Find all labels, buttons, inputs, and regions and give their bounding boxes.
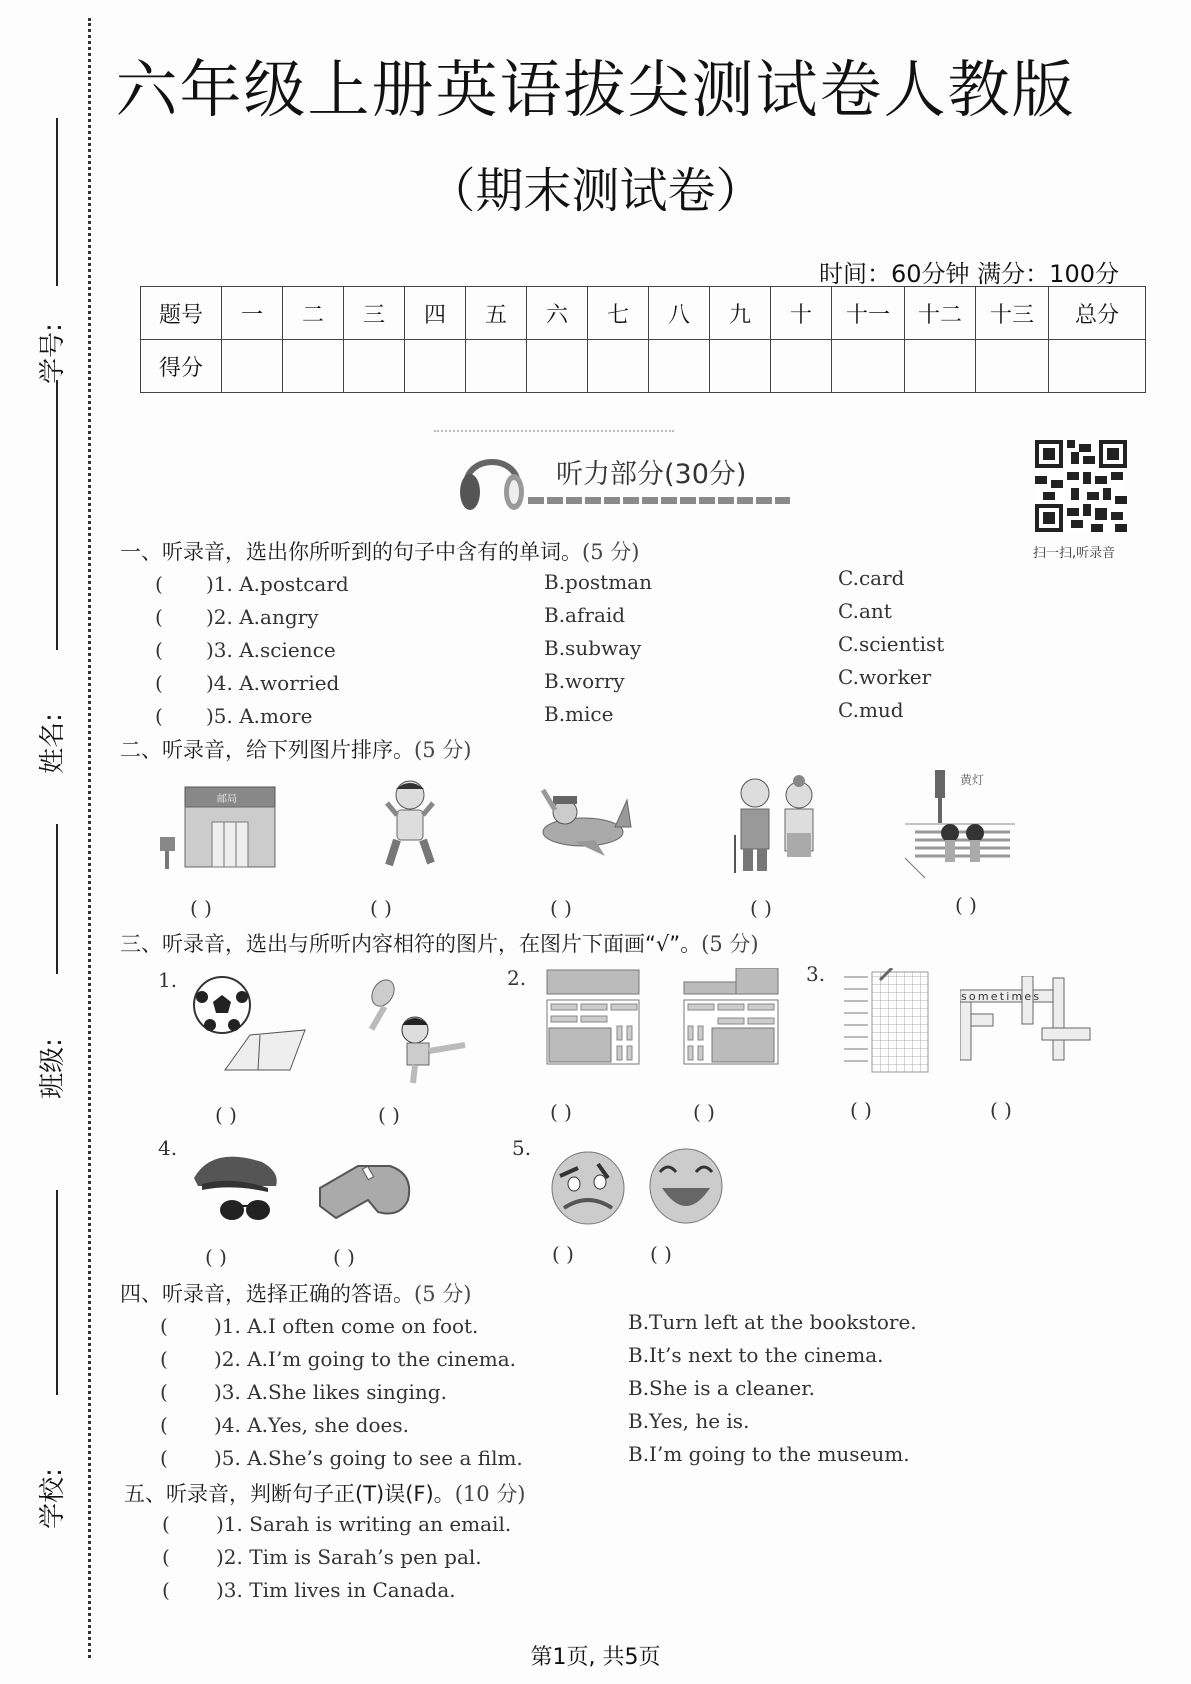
exam-meta: 时间：60分钟 满分：100分 (819, 260, 1119, 288)
map-right-image (682, 968, 782, 1068)
name-label: 姓名: (37, 713, 68, 774)
score-row-label: 得分 (141, 340, 222, 393)
order-blank[interactable]: ( ) (190, 896, 212, 920)
section-4-heading-text: 四、听录音，选择正确的答语。 (120, 1282, 414, 1306)
section-3-heading (120, 928, 759, 958)
score-cell[interactable] (588, 340, 649, 393)
header-cell: 题号 (141, 287, 222, 340)
score-cell[interactable] (905, 340, 976, 393)
scared-boy-image (375, 775, 445, 875)
name-line (56, 380, 58, 650)
option-b: B.She is a cleaner. (628, 1376, 815, 1400)
order-blank[interactable]: ( ) (550, 896, 572, 920)
option-c: C.ant (838, 599, 892, 623)
header-cell: 七 (588, 287, 649, 340)
option-b: B.I’m going to the museum. (628, 1442, 910, 1466)
word-search-grid-image (840, 968, 932, 1076)
check-blank[interactable]: ( ) (215, 1103, 237, 1127)
total-score-cell[interactable] (1049, 340, 1146, 393)
qr-code-icon[interactable] (1035, 440, 1127, 532)
post-office-sign: 邮局 (217, 794, 237, 805)
section-2-points: (5 分) (414, 738, 472, 762)
section-2-heading-text: 二、听录音，给下列图片排序。 (120, 738, 414, 762)
header-cell: 十二 (905, 287, 976, 340)
header-cell: 九 (710, 287, 771, 340)
answer-blank[interactable]: ( (155, 704, 163, 728)
option-c: C.mud (838, 698, 904, 722)
header-cell: 十三 (976, 287, 1049, 340)
binding-dashed-line (88, 18, 91, 1658)
score-cell[interactable] (466, 340, 527, 393)
option-a: )1. A.I often come on foot. (214, 1314, 479, 1338)
option-a: )2. A.angry (206, 605, 319, 629)
score-cell[interactable] (649, 340, 710, 393)
check-blank[interactable]: ( ) (205, 1245, 227, 1269)
option-b: B.postman (544, 570, 652, 594)
section-3-points: (5 分) (701, 932, 759, 956)
whistle-image (318, 1160, 418, 1220)
student-id-label: 学号: (37, 323, 68, 384)
cap-and-sunglasses-image (192, 1148, 282, 1228)
crossword-image (960, 976, 1100, 1066)
crossword-word: sometimes (961, 990, 1042, 1003)
section-4-heading (120, 1278, 471, 1308)
children-at-crossing-image (905, 768, 1015, 878)
answer-blank[interactable]: ( (160, 1413, 168, 1437)
header-cell: 八 (649, 287, 710, 340)
option-a: )5. A.She’s going to see a film. (214, 1446, 523, 1470)
section-5-points: (10 分) (454, 1482, 526, 1506)
score-cell[interactable] (832, 340, 905, 393)
map-left-image (545, 968, 645, 1068)
score-table-header-row (141, 287, 1146, 340)
answer-blank[interactable]: ( (162, 1578, 170, 1602)
header-cell: 三 (344, 287, 405, 340)
header-cell: 二 (283, 287, 344, 340)
option-b: B.mice (544, 702, 614, 726)
check-blank[interactable]: ( ) (693, 1100, 715, 1124)
option-b: B.afraid (544, 603, 626, 627)
order-blank[interactable]: ( ) (955, 893, 977, 917)
score-cell[interactable] (527, 340, 588, 393)
statement: )2. Tim is Sarah’s pen pal. (216, 1545, 482, 1569)
option-b: B.worry (544, 669, 625, 693)
check-blank[interactable]: ( ) (333, 1245, 355, 1269)
answer-blank[interactable]: ( (162, 1512, 170, 1536)
pilot-on-plane-image (535, 782, 635, 862)
score-cell[interactable] (710, 340, 771, 393)
worried-face-icon (550, 1150, 628, 1226)
score-cell[interactable] (283, 340, 344, 393)
page-title: 六年级上册英语拔尖测试卷人教版 (115, 53, 1076, 126)
answer-blank[interactable]: ( (160, 1314, 168, 1338)
section-4-points: (5 分) (414, 1282, 472, 1306)
check-blank[interactable]: ( ) (550, 1100, 572, 1124)
score-table (140, 286, 1146, 393)
school-label: 学校: (37, 1468, 68, 1529)
page-number: 第1页, 共5页 (530, 1645, 661, 1670)
statement: )3. Tim lives in Canada. (216, 1578, 456, 1602)
class-label: 班级: (37, 1038, 68, 1099)
section-5-heading-text: 五、听录音，判断句子正(T)误(F)。 (124, 1482, 455, 1506)
header-cell: 十 (771, 287, 832, 340)
option-a: )3. A.science (206, 638, 336, 662)
question-number: 5. (512, 1136, 532, 1160)
decorative-dots (434, 430, 674, 434)
answer-blank[interactable]: ( (155, 572, 163, 596)
answer-blank[interactable]: ( (160, 1347, 168, 1371)
score-table-score-row (141, 340, 1146, 393)
page-subtitle: （期末测试卷） (427, 163, 764, 219)
answer-blank[interactable]: ( (162, 1545, 170, 1569)
check-blank[interactable]: ( ) (552, 1242, 574, 1266)
qr-caption: 扫一扫,听录音 (1033, 546, 1116, 561)
check-blank[interactable]: ( ) (378, 1103, 400, 1127)
header-cell: 十一 (832, 287, 905, 340)
option-a: )1. A.postcard (206, 572, 349, 596)
laughing-face-icon (648, 1148, 726, 1226)
header-cell: 总分 (1049, 287, 1146, 340)
order-blank[interactable]: ( ) (370, 896, 392, 920)
yellow-light-sign: 黄灯 (960, 773, 985, 787)
header-cell: 六 (527, 287, 588, 340)
question-number: 1. (158, 968, 178, 992)
option-b: B.subway (544, 636, 642, 660)
score-cell[interactable] (222, 340, 283, 393)
class-line (56, 824, 58, 974)
option-c: C.worker (838, 665, 932, 689)
question-number: 3. (806, 962, 826, 986)
football-and-book-image (190, 975, 310, 1085)
section-3-heading-text: 三、听录音，选出与所听内容相符的图片，在图片下面画“√”。 (120, 932, 702, 956)
option-c: C.scientist (838, 632, 945, 656)
boy-doing-kungfu-image (365, 975, 485, 1085)
section-1-points: (5 分) (582, 540, 640, 564)
check-blank[interactable]: ( ) (850, 1098, 872, 1122)
answer-blank[interactable]: ( (155, 638, 163, 662)
option-a: )2. A.I’m going to the cinema. (214, 1347, 517, 1371)
order-blank[interactable]: ( ) (750, 896, 772, 920)
answer-blank[interactable]: ( (160, 1380, 168, 1404)
score-cell[interactable] (405, 340, 466, 393)
question-number: 4. (158, 1136, 178, 1160)
option-c: C.card (838, 566, 905, 590)
question-number: 2. (507, 966, 527, 990)
header-cell: 四 (405, 287, 466, 340)
score-cell[interactable] (771, 340, 832, 393)
score-cell[interactable] (344, 340, 405, 393)
header-cell: 一 (222, 287, 283, 340)
grandparents-image (725, 775, 830, 875)
option-a: )5. A.more (206, 704, 313, 728)
listening-section-title: 听力部分(30分) (556, 459, 747, 490)
answer-blank[interactable]: ( (155, 605, 163, 629)
check-blank[interactable]: ( ) (650, 1242, 672, 1266)
option-b: B.Yes, he is. (628, 1409, 750, 1433)
header-cell: 五 (466, 287, 527, 340)
school-line (56, 1190, 58, 1395)
headphones-icon (454, 440, 530, 516)
option-b: B.It’s next to the cinema. (628, 1343, 884, 1367)
section-2-heading (120, 734, 471, 764)
answer-blank[interactable]: ( (160, 1446, 168, 1470)
option-b: B.Turn left at the bookstore. (628, 1310, 917, 1334)
section-1-heading-text: 一、听录音，选出你所听到的句子中含有的单词。 (120, 540, 582, 564)
answer-blank[interactable]: ( (155, 671, 163, 695)
statement: )1. Sarah is writing an email. (216, 1512, 512, 1536)
score-cell[interactable] (976, 340, 1049, 393)
post-office-image (155, 782, 280, 872)
option-a: )4. A.worried (206, 671, 340, 695)
check-blank[interactable]: ( ) (990, 1098, 1012, 1122)
listening-title-underline (528, 497, 790, 504)
option-a: )3. A.She likes singing. (214, 1380, 447, 1404)
option-a: )4. A.Yes, she does. (214, 1413, 409, 1437)
section-5-heading (124, 1478, 525, 1508)
section-1-heading (120, 536, 639, 566)
